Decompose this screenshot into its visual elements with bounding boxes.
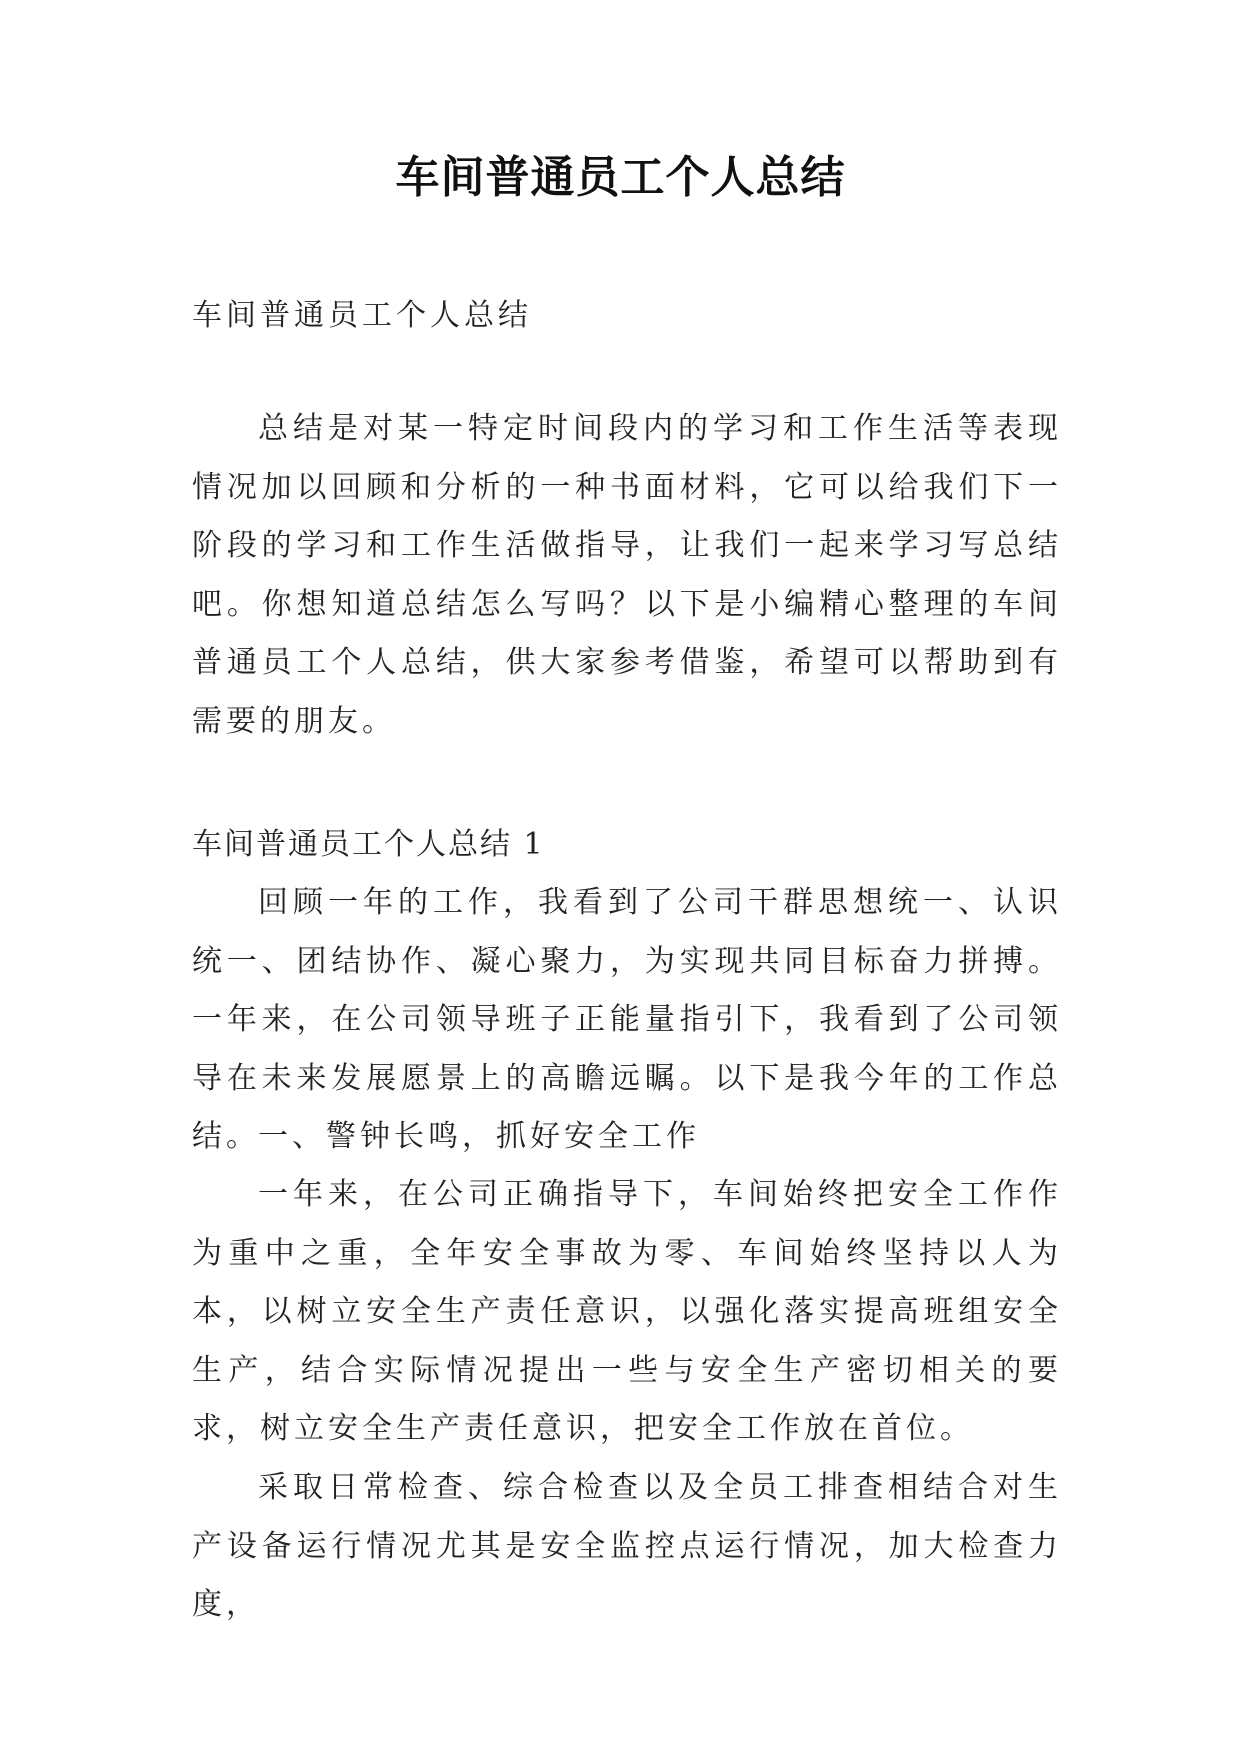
section-title: 车间普通员工个人总结 1 [192,827,545,862]
section-heading-1: 一、警钟长鸣，抓好安全工作 [258,1119,700,1154]
body-paragraph-1: 回顾一年的工作，我看到了公司干群思想统一、认识统一、团结协作、凝心聚力，为实现共同目标奋力拼搏。一年来，在公司领导班子正能量指引下，我看到了公司领导在未来发展愿景上的高瞻远瞩。以下是我今年的工作总结。 [192,885,1062,1154]
document-subtitle: 车间普通员工个人总结 [192,298,532,333]
intro-paragraph: 总结是对某一特定时间段内的学习和工作生活等表现情况加以回顾和分析的一种书面材料，它可以给我们下一阶段的学习和工作生活做指导，让我们一起来学习写总结吧。你想知道总结怎么写吗？以下是小编精心整理的车间普通员工个人总结，供大家参考借鉴，希望可以帮助到有需要的朋友。 [192,411,1062,739]
body-paragraph-2: 一年来，在公司正确指导下，车间始终把安全工作作为重中之重，全年安全事故为零、车间始终坚持以人为本，以树立安全生产责任意识，以强化落实提高班组安全生产，结合实际情况提出一些与安全生产密切相关的要求，树立安全生产责任意识，把安全工作放在首位。 [192,1177,1062,1446]
body-paragraph-3: 采取日常检查、综合检查以及全员工排查相结合对生产设备运行情况尤其是安全监控点运行情况，加大检查力度， [192,1470,1062,1622]
document-title: 车间普通员工个人总结 [395,152,846,203]
